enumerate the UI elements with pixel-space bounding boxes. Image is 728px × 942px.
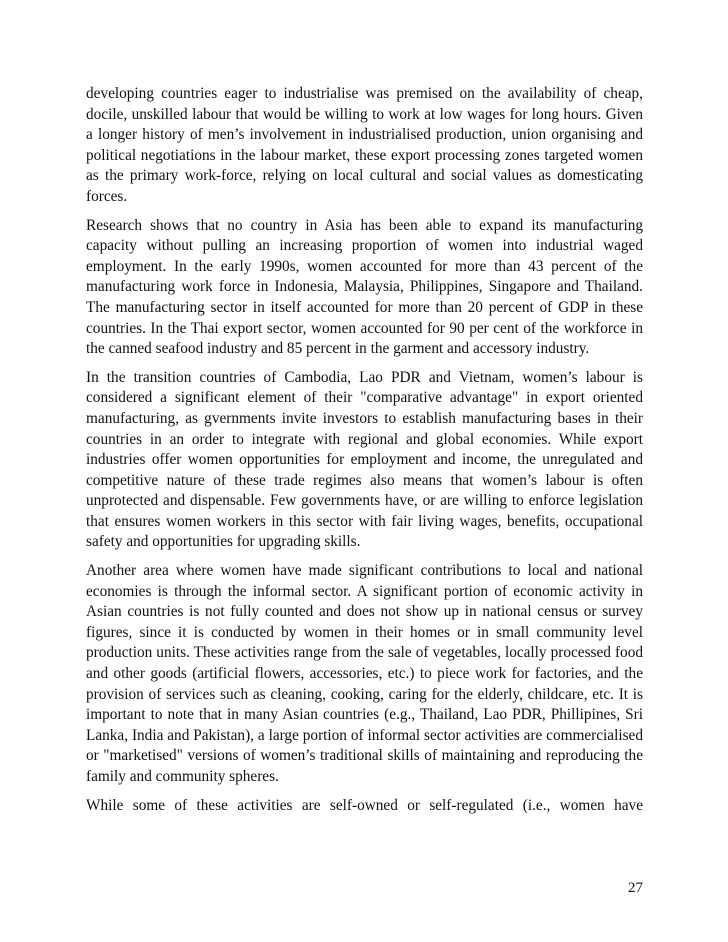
paragraph-manufacturing-research: Research shows that no country in Asia has been able to expand its manufacturing capacity without pulling an increasing proportion of women into industrial waged employment. In the early 1990s, women accounted for more than 43 percent of the manufacturing work force in Indonesia, Malaysia, Philippines, Singapore and Thailand. The manufacturing sector in itself accounted for more than 20 percent of GDP in these countries. In the Thai export sector, women accounted for 90 per cent of the workforce in the canned seafood industry and 85 percent in the garment and accessory industry. [86,216,643,358]
paragraph-export-zones: developing countries eager to industrialise was premised on the availability of cheap, docile, unskilled labour that would be willing to work at low wages for long hours. Given a longer history of men’s involvement in industrialised production, union organising and political negotiations in the labour market, these export processing zones targeted women as the primary work-force, relying on local cultural and social values as domesticating forces. [86,85,643,205]
body-text [86,84,643,824]
paragraph-continued: While some of these activities are self-owned or self-regulated (i.e., women have [86,796,643,814]
paragraph-informal-sector: Another area where women have made significant contributions to local and national economies is through the informal sector. A significant portion of economic activity in Asian countries is not fully counted and does not show up in national census or survey figures, since it is conducted by women in their homes or in small community level production units. These activities range from the sale of vegetables, locally processed food and other goods (artificial flowers, accessories, etc.) to piece work for factories, and the provision of services such as cleaning, cooking, caring for the elderly, childcare, etc. It is important to note that in many Asian countries (e.g., Thailand, Lao PDR, Phillipines, Sri Lanka, India and Pakistan), a large portion of informal sector activities are commercialised or "marketised" versions of women’s traditional skills of maintaining and reproducing the family and community spheres. [86,562,643,785]
page-number: 27 [628,880,643,896]
paragraph-transition-countries: In the transition countries of Cambodia, Lao PDR and Vietnam, women’s labour is considered a significant element of their "comparative advantage" in export oriented manufacturing, as gvernments invite investors to establish manufacturing bases in their countries in an order to integrate with regional and global economies. While export industries offer women opportunities for employment and income, the unregulated and competitive nature of these trade regimes also means that women’s labour is often unprotected and dispensable. Few governments have, or are willing to enforce legislation that ensures women workers in this sector with fair living wages, benefits, occupational safety and opportunities for upgrading skills. [86,368,643,551]
